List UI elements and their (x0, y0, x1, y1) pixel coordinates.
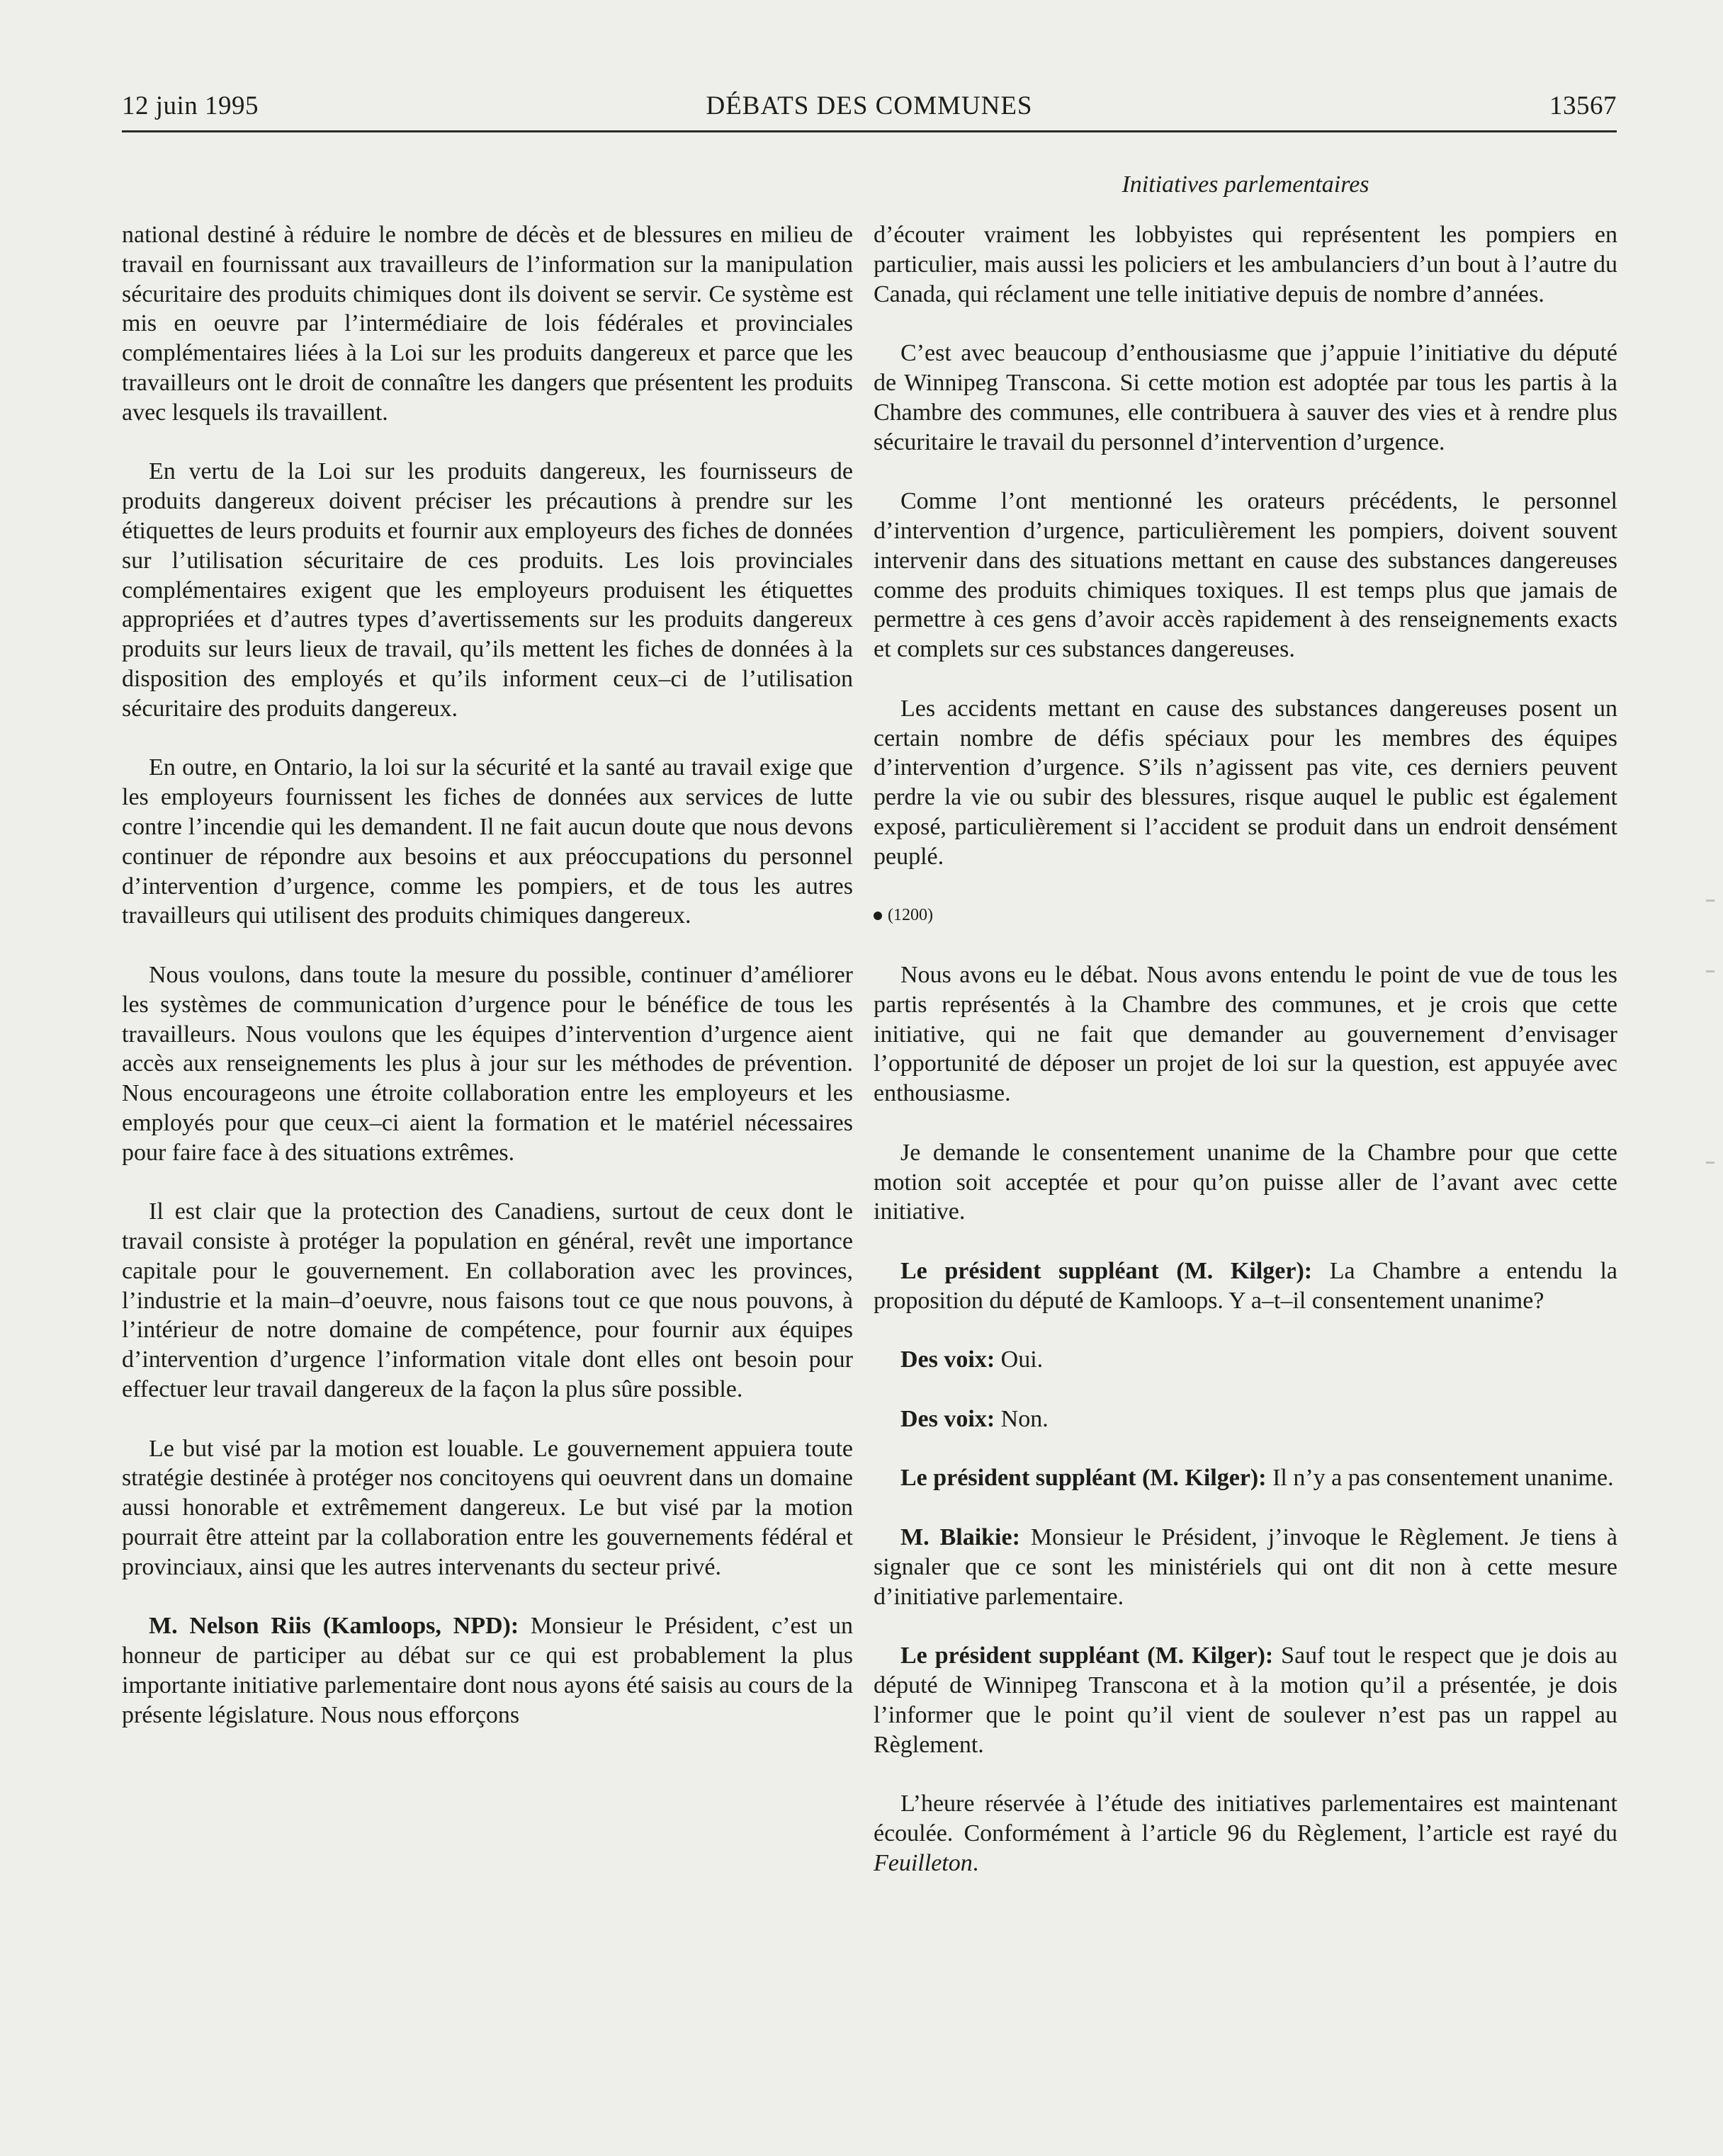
exchange (874, 1523, 1617, 1611)
feuilleton-title: Feuilleton (874, 1849, 973, 1876)
paragraph: d’écouter vraiment les lobbyistes qui représentent les pompiers en particulier, mais aussi les policiers et les ambulanciers d’un bout à l’autre du Canada, qui réclament une telle initiative depuis de nombre d’années. (874, 222, 1617, 307)
speech-text: Monsieur le Président, j’invoque le Règlement. Je tiens à signaler que ce sont les ministériels qui ont dit non à cette mesure d’initiative parlementaire. (874, 1524, 1617, 1610)
speech-text: Monsieur le Président, c’est un honneur de participer au débat sur ce qui est probablement la plus importante initiative parlementaire dont nous ayons été saisis au cours de la présente législature. Nous nous efforçons (122, 1613, 853, 1728)
header-rule (122, 130, 1617, 132)
speech-text: La Chambre a entendu la proposition du député de Kamloops. Y a–t–il consentement unanime? (874, 1257, 1618, 1314)
paragraph: C’est avec beaucoup d’enthousiasme que j’appuie l’initiative du député de Winnipeg Transcona. Si cette motion est adoptée par tous les partis à la Chambre des communes, elle contribuera à sauver des vies et à rendre plus sécuritaire le travail du personnel d’intervention d’urgence. (874, 340, 1617, 455)
page-number: 13567 (1549, 91, 1617, 120)
closing-end: . (972, 1849, 979, 1876)
speaker-name: M. Blaikie: (900, 1524, 1020, 1551)
speech-text: Sauf tout le respect que je dois au député de Winnipeg Transcona et à la motion qu’il a présentée, je dois l’informer que le point qu’il vient de soulever n’est pas un rappel au Règlement. (874, 1642, 1618, 1758)
paragraph: Comme l’ont mentionné les orateurs précédents, le personnel d’intervention d’urgence, particulièrement les pompiers, doivent souvent intervenir dans des situations mettant en cause des substances dangereuses comme des produits chimiques toxiques. Il est temps plus que jamais de permettre à ces gens d’avoir accès rapidement à des renseignements exacts et complets sur ces substances dangereuses. (874, 488, 1617, 663)
header-date: 12 juin 1995 (122, 91, 259, 120)
paragraph: Nous avons eu le débat. Nous avons entendu le point de vue de tous les partis représentés à la Chambre des communes, et je crois que cette initiative, qui ne fait que demander au gouvernement d’envisager l’opportunité de déposer un projet de loi sur la question, est appuyée avec enthousiasme. (874, 961, 1617, 1107)
paragraph: Il est clair que la protection des Canadiens, surtout de ceux dont le travail consiste à protéger la population en général, revêt une importance capitale pour le gouvernement. En collaboration avec les provinces, l’industrie et la main–d’oeuvre, nous faisons tout ce que nous pouvons, à l’intérieur de notre domaine de compétence, pour fournir aux équipes d’intervention d’urgence l’information vitale dont elles ont besoin pour effectuer leur travail dangereux de la façon la plus sûre possible. (122, 1198, 853, 1403)
speaker-name: M. Nelson Riis (Kamloops, NPD): (149, 1613, 519, 1640)
time-marker (874, 901, 1617, 931)
section-title: Initiatives parlementaires (1122, 171, 1369, 198)
page-header (122, 91, 1617, 132)
margin-mark (1706, 970, 1714, 972)
speaker-name: Le président suppléant (M. Kilger): (900, 1257, 1313, 1284)
exchange (874, 1463, 1617, 1493)
margin-mark (1706, 1162, 1714, 1164)
speech-text: Non. (995, 1405, 1049, 1432)
paragraph: En outre, en Ontario, la loi sur la sécurité et la santé au travail exige que les employeurs fournissent les fiches de données aux services de lutte contre l’incendie qui les demandent. Il ne fait aucun doute que nous devons continuer de répondre aux besoins et aux préoccupations du personnel d’intervention d’urgence, comme les pompiers, et de tous les autres travailleurs qui utilisent des produits chimiques dangereux. (122, 754, 853, 929)
exchange (874, 1256, 1617, 1316)
paragraph: Je demande le consentement unanime de la Chambre pour que cette motion soit acceptée et pour qu’on puisse aller de l’avant avec cette initiative. (874, 1139, 1617, 1225)
paragraph: Nous voulons, dans toute la mesure du possible, continuer d’améliorer les systèmes de communication d’urgence pour le bénéfice de tous les travailleurs. Nous voulons que les équipes d’intervention d’urgence aient accès aux renseignements les plus à jour sur les méthodes de prévention. Nous encourageons une étroite collaboration entre les employeurs et les employés pour que ceux–ci aient la formation et le matériel nécessaires pour faire face à des situations extrêmes. (122, 961, 853, 1166)
bullet-icon (874, 912, 882, 920)
margin-mark (1706, 900, 1714, 902)
paragraph: Les accidents mettant en cause des substances dangereuses posent un certain nombre de défis spéciaux pour les membres des équipes d’intervention d’urgence. S’ils n’agissent pas vite, ces derniers peuvent perdre la vie ou subir des blessures, risque auquel le public est également exposé, particulièrement si l’accident se produit dans un endroit densément peuplé. (874, 695, 1617, 870)
closing-paragraph (874, 1789, 1617, 1878)
paragraph: En vertu de la Loi sur les produits dangereux, les fournisseurs de produits dangereux doivent préciser les précautions à prendre sur les étiquettes de leurs produits et fournir aux employeurs des fiches de données sur l’utilisation sécuritaire de ces produits. Les lois provinciales complémentaires exigent que les employeurs produisent les étiquettes appropriées et d’autres types d’avertissements sur les produits dangereux produits sur leurs lieux de travail, qu’ils mettent les fiches de données à la disposition des employés et qu’ils informent ceux–ci de l’utilisation sécuritaire des produits dangereux. (122, 458, 853, 722)
speaker-name: Des voix: (900, 1346, 995, 1373)
paragraph: national destiné à réduire le nombre de décès et de blessures en milieu de travail en fournissant aux travailleurs de l’information sur la manipulation sécuritaire des produits chimiques dont ils doivent se servir. Ce système est mis en oeuvre par l’intermédiaire de lois fédérales et provinciales complémentaires liées à la Loi sur les produits dangereux et parce que les travailleurs ont le droit de connaître les dangers que présentent les produits avec lesquels ils travaillent. (122, 222, 853, 426)
right-column (874, 220, 1617, 1878)
speech-text: Il n’y a pas consentement unanime. (1266, 1465, 1614, 1492)
exchange (874, 1345, 1617, 1375)
speaker-name: Des voix: (900, 1405, 995, 1432)
speech-riis (122, 1611, 853, 1730)
paragraph: Le but visé par la motion est louable. Le gouvernement appuiera toute stratégie destinée à protéger nos concitoyens qui oeuvrent dans un domaine aussi honorable et extrêmement dangereux. Le but visé par la motion pourrait être atteint par la collaboration entre les gouvernements fédéral et provinciaux, ainsi que les autres intervenants du secteur privé. (122, 1435, 853, 1580)
speech-text: Oui. (995, 1346, 1044, 1373)
time-marker-text: (1200) (888, 906, 933, 925)
speaker-name: Le président suppléant (M. Kilger): (900, 1465, 1267, 1492)
speaker-name: Le président suppléant (M. Kilger): (900, 1642, 1274, 1669)
exchange (874, 1641, 1617, 1759)
left-column (122, 220, 853, 1730)
header-title: DÉBATS DES COMMUNES (706, 91, 1033, 120)
exchange (874, 1405, 1617, 1434)
closing-text: L’heure réservée à l’étude des initiatives parlementaires est maintenant écoulée. Conformément à l’article 96 du Règlement, l’article est rayé du (874, 1791, 1617, 1847)
